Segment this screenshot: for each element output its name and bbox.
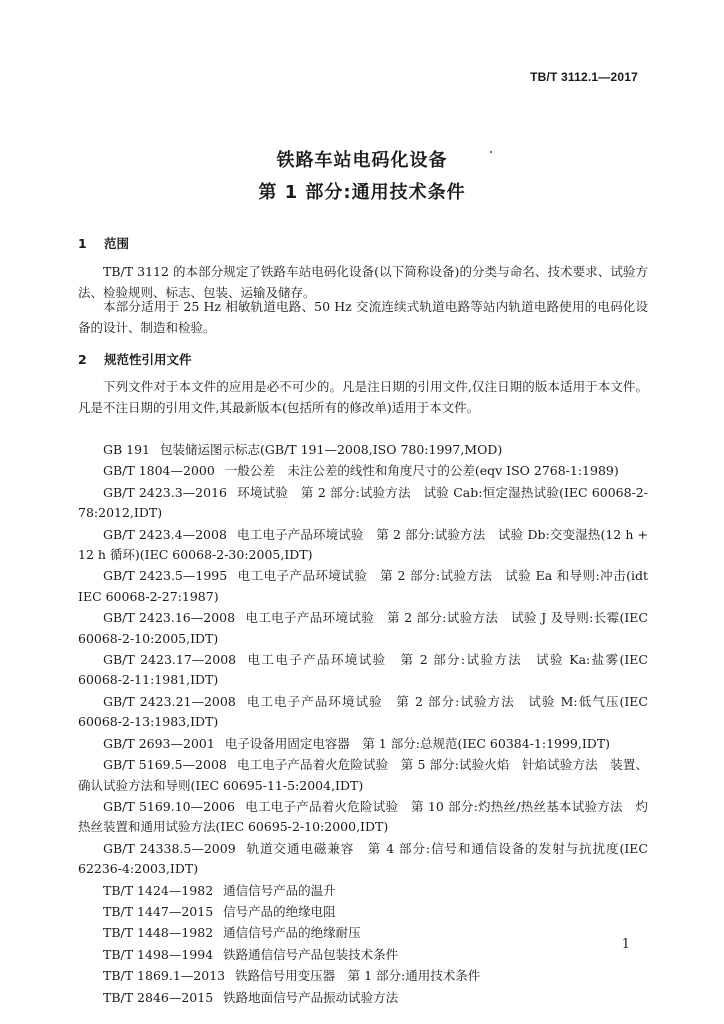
reference-title: 铁路地面信号产品振动试验方法 <box>223 989 399 1005</box>
reference-code: TB/T 1424—1982 <box>103 882 214 898</box>
reference-code: GB/T 2423.5—1995 <box>103 568 228 584</box>
page-number: 1 <box>621 937 630 952</box>
reference-code: GB/T 5169.10—2006 <box>103 798 235 814</box>
reference-item <box>78 902 648 922</box>
reference-title: 包装储运图示标志(GB/T 191—2008,ISO 780:1997,MOD) <box>160 442 503 457</box>
reference-item <box>78 650 648 691</box>
reference-code: GB/T 2423.16—2008 <box>103 610 236 626</box>
section-1-title: 范围 <box>104 236 130 251</box>
reference-code: GB 191 <box>103 442 151 457</box>
document-title: 铁路车站电码化设备 <box>276 150 448 171</box>
reference-title: 铁路通信信号产品包装技术条件 <box>223 946 399 962</box>
section-1-paragraph-2: 本部分适用于 25 Hz 相敏轨道电路、50 Hz 交流连续式轨道电路等站内轨道电路使用的电码化设备的设计、制造和检验。 <box>78 299 648 335</box>
reference-title: 电工电子产品环境试验 第 2 部分:试验方法 试验 J 及导则:长霉(IEC 60068-2-10:2005,IDT) <box>78 610 648 646</box>
reference-title: 一般公差 未注公差的线性和角度尺寸的公差(eqv ISO 2768-1:1989) <box>224 463 619 479</box>
scan-speck <box>490 151 492 153</box>
reference-code: TB/T 2846—2015 <box>103 989 214 1005</box>
reference-title: 电工电子产品环境试验 第 2 部分:试验方法 试验 Ea 和导则:冲击(idt IEC 60068-2-27:1987) <box>78 568 648 604</box>
reference-code: TB/T 1498—1994 <box>103 946 214 962</box>
reference-list <box>78 440 648 1009</box>
reference-title: 电工电子产品环境试验 第 2 部分:试验方法 试验 M:低气压(IEC 60068-2-13:1983,IDT) <box>78 693 648 730</box>
standard-code: TB/T 3112.1—2017 <box>530 70 638 84</box>
section-2-title: 规范性引用文件 <box>104 352 192 367</box>
reference-item <box>78 839 648 880</box>
reference-title: 通信信号产品的温升 <box>223 882 336 898</box>
reference-code: GB/T 5169.5—2008 <box>103 757 227 773</box>
reference-title: 轨道交通电磁兼容 第 4 部分:信号和通信设备的发射与抗扰度(IEC 62236-4:2003,IDT) <box>78 840 648 877</box>
document-subtitle: 第 1 部分:通用技术条件 <box>258 182 466 203</box>
reference-code: GB/T 2423.21—2008 <box>103 693 236 709</box>
reference-item <box>78 525 648 566</box>
reference-item <box>78 461 648 481</box>
section-1-paragraph-1: TB/T 3112 的本部分规定了铁路车站电码化设备(以下简称设备)的分类与命名、技术要求、试验方法、检验规则、标志、包装、运输及储存。 <box>78 264 648 300</box>
section-1-heading <box>78 234 129 252</box>
reference-code: GB/T 1804—2000 <box>103 463 215 479</box>
reference-item <box>78 881 648 901</box>
reference-item <box>78 966 648 986</box>
reference-code: GB/T 2423.17—2008 <box>103 652 237 668</box>
reference-item <box>78 692 648 733</box>
reference-item <box>78 988 648 1008</box>
section-2-intro: 下列文件对于本文件的应用是必不可少的。凡是注日期的引用文件,仅注日期的版本适用于本文件。凡是不注日期的引用文件,其最新版本(包括所有的修改单)适用于本文件。 <box>78 379 648 415</box>
reference-item <box>78 566 648 607</box>
reference-title: 信号产品的绝缘电阻 <box>223 903 336 919</box>
reference-item <box>78 797 648 838</box>
reference-code: TB/T 1448—1982 <box>103 925 214 941</box>
reference-item <box>78 755 648 796</box>
reference-title: 通信信号产品的绝缘耐压 <box>223 925 361 941</box>
reference-item <box>78 440 648 460</box>
reference-item <box>78 945 648 965</box>
reference-code: TB/T 1869.1—2013 <box>103 968 226 984</box>
section-1-number: 1 <box>78 236 87 251</box>
reference-title: 电工电子产品着火危险试验 第 5 部分:试验火焰 针焰试验方法 装置、确认试验方法和导则(IEC 60695-11-5:2004,IDT) <box>78 757 648 793</box>
reference-title: 电子设备用固定电容器 第 1 部分:总规范(IEC 60384-1:1999,IDT) <box>224 735 611 751</box>
reference-title: 电工电子产品着火危险试验 第 10 部分:灼热丝/热丝基本试验方法 灼热丝装置和通用试验方法(IEC 60695-2-10:2000,IDT) <box>78 798 648 835</box>
reference-title: 电工电子产品环境试验 第 2 部分:试验方法 试验 Ka:盐雾(IEC 60068-2-11:1981,IDT) <box>78 652 648 688</box>
reference-item <box>78 483 648 524</box>
reference-title: 电工电子产品环境试验 第 2 部分:试验方法 试验 Db:交变湿热(12 h + 12 h 循环)(IEC 60068-2-30:2005,IDT) <box>78 526 649 563</box>
reference-item <box>78 923 648 943</box>
section-2-number: 2 <box>78 352 87 367</box>
reference-title: 铁路信号用变压器 第 1 部分:通用技术条件 <box>235 968 481 984</box>
reference-code: GB/T 2423.4—2008 <box>103 526 227 542</box>
reference-code: TB/T 1447—2015 <box>103 903 214 919</box>
reference-code: GB/T 2423.3—2016 <box>103 484 227 500</box>
reference-item <box>78 734 648 754</box>
reference-code: GB/T 24338.5—2009 <box>103 840 236 856</box>
reference-item <box>78 608 648 649</box>
section-2-heading <box>78 350 192 368</box>
reference-title: 环境试验 第 2 部分:试验方法 试验 Cab:恒定湿热试验(IEC 60068-2-78:2012,IDT) <box>78 484 648 521</box>
reference-code: GB/T 2693—2001 <box>103 735 215 751</box>
